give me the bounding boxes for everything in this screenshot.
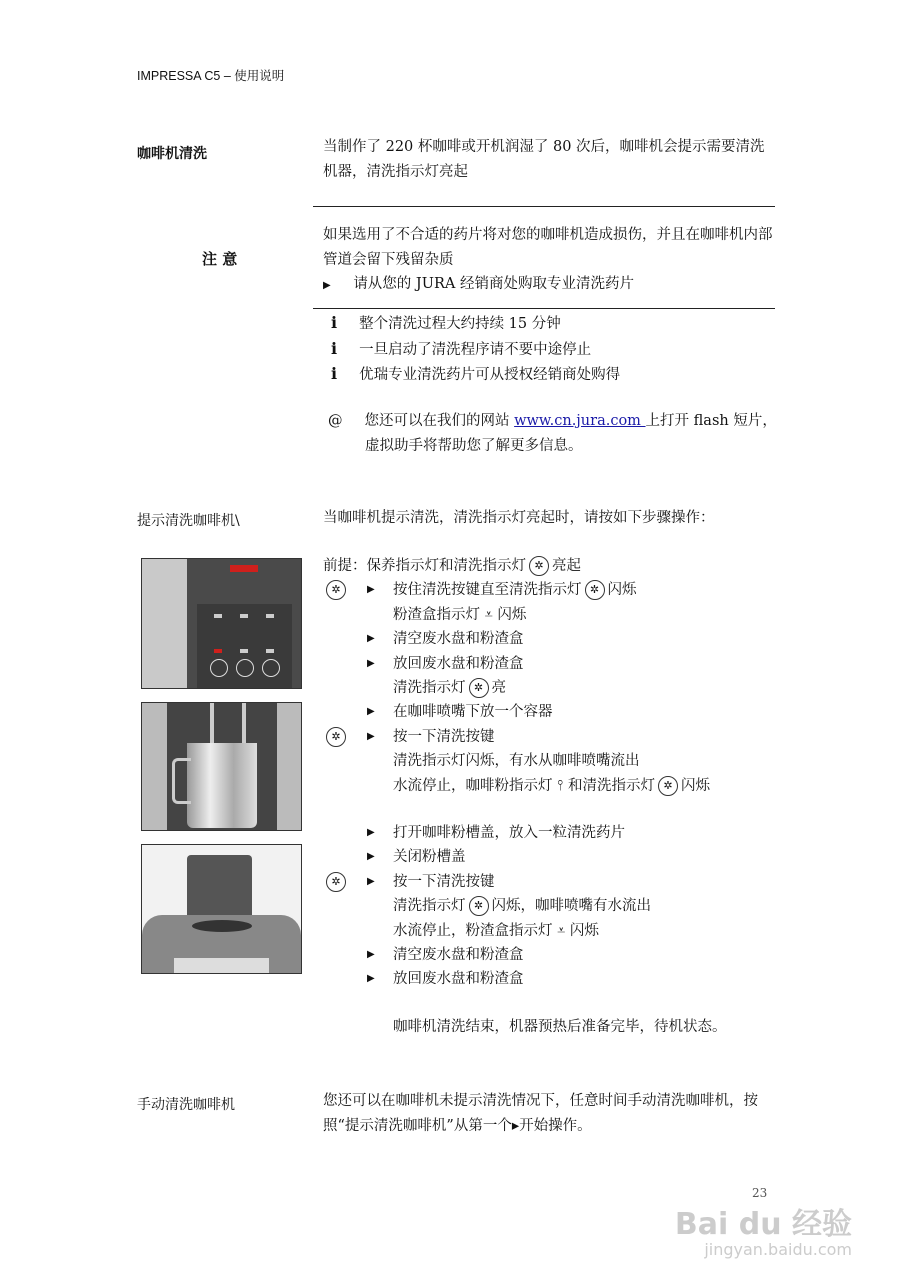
info-icon: i [331,338,338,358]
step-text [393,821,625,846]
web-note [323,409,778,458]
arrow-icon: ▶ [367,875,375,887]
page-header: IMPRESSA C5 – 使用说明 [137,69,285,83]
info-item: 一旦启动了清洗程序请不要中途停止 [359,341,592,358]
arrow-icon: ▶ [367,827,375,838]
step-text-part: 闪烁 [607,582,637,599]
step-text-part: 在咖啡喷嘴下放一个容器 [393,704,553,721]
clean-indicator-icon: ✲ [658,776,678,796]
web-text: 上打开 flash 短片， [645,413,777,429]
step-text-part: 清空废水盘和粉渣盒 [393,631,524,648]
step-text-part: 放回废水盘和粉渣盒 [393,655,524,672]
step-text-part: 清洗指示灯 [393,898,466,915]
clean-indicator-icon: ✲ [529,556,549,576]
step-text-part: 前提：保养指示灯和清洗指示灯 [323,558,526,574]
step-text-part: 粉渣盒指示灯 ⩡ 闪烁 [393,606,527,623]
step-text-part: 闪烁 [681,777,711,794]
info-item: 整个清洗过程大约持续 15 分钟 [359,316,561,332]
clean-button-icon: ✲ [326,580,346,600]
step-text [393,967,524,992]
step-text-part: 清洗指示灯 [393,680,466,696]
arrow-icon: ▶ [367,706,375,718]
clean-indicator-icon: ✲ [585,580,605,600]
notice-bullet-text: 请从您的 JURA 经销商处购取专业清洗药片 [353,276,634,292]
step-text-part: 放回废水盘和粉渣盒 [393,971,524,988]
section-text-cleaning: 当制作了 220 杯咖啡或开机润湿了 80 次后，咖啡机会提示需要清洗机器，清洗指示灯亮起 [323,139,765,180]
clean-indicator-icon: ✲ [469,896,489,916]
info-icon: i [331,364,338,383]
step-text [393,627,524,652]
web-text-line2: 虚拟助手将帮助您了解更多信息。 [365,437,583,454]
website-link[interactable]: www.cn.jura.com [514,413,646,429]
clean-button-icon: ✲ [326,727,346,747]
step-text [393,700,553,725]
notice-text: 如果选用了不合适的药片将对您的咖啡机造成损伤，并且在咖啡机内部管道会留下残留杂质 [323,227,773,268]
step-text [393,870,495,895]
at-icon: @ [328,413,343,429]
step-text-part: 咖啡机清洗结束，机器预热后准备完毕，待机状态。 [393,1018,727,1035]
info-list [323,311,778,388]
step-text [393,749,640,774]
step-text [393,774,710,799]
notice-label: 注 意 [202,250,238,268]
watermark-url: jingyan.baidu.com [704,1240,852,1259]
arrow-icon: ▶ [367,633,375,645]
step-text [393,652,524,677]
arrow-icon: ▶ [367,973,375,985]
step-text-part: 关闭粉槽盖 [393,849,466,866]
info-item: 优瑞专业清洗药片可从授权经销商处购得 [359,367,621,383]
step-text-part: 按一下清洗按键 [393,873,495,890]
powder-chute-image [141,844,302,974]
step-text [393,725,495,750]
page-number: 23 [752,1186,768,1200]
arrow-icon: ▶ [367,730,375,742]
step-text-part: 按住清洗按键直至清洗指示灯 [393,582,582,599]
section-label-cleaning: 咖啡机清洗 [137,146,207,162]
arrow-icon: ▶ [367,949,375,960]
web-text: 您还可以在我们的网站 [364,413,515,429]
step-text-part: 按一下清洗按键 [393,728,495,745]
step-text [393,919,599,944]
clean-button-icon: ✲ [326,872,346,892]
step-text-part: 水流停止，咖啡粉指示灯 ⫯ 和清洗指示灯 [393,777,656,794]
section-intro-prompted: 当咖啡机提示清洗，清洗指示灯亮起时，请按如下步骤操作： [323,510,715,526]
step-text-part: 打开咖啡粉槽盖，放入一粒清洗药片 [393,825,625,841]
container-under-spout-image [141,702,302,831]
section-label-prompted: 提示清洗咖啡机\ [137,513,240,529]
control-panel-image [141,558,302,689]
section-label-manual: 手动清洗咖啡机 [137,1097,235,1113]
step-text [393,845,466,870]
step-text [323,554,581,579]
divider [313,206,775,207]
notice-bullet [323,272,778,299]
step-text [393,603,526,628]
step-text [393,1015,727,1040]
divider [313,308,775,309]
step-text-part: 闪烁，咖啡喷嘴有水流出 [491,898,651,915]
baidu-watermark [675,1208,852,1259]
arrow-icon: ▶ [367,584,375,596]
step-text-part: 亮起 [552,558,581,574]
step-text-part: 清洗指示灯闪烁，有水从咖啡喷嘴流出 [393,753,640,770]
step-text [393,676,506,701]
step-text [393,943,524,968]
watermark-brand: Bai du 经验 [674,1207,852,1242]
step-text-part: 清空废水盘和粉渣盒 [393,947,524,963]
arrow-icon: ▶ [367,851,375,863]
arrow-icon: ▶ [367,657,375,669]
arrow-icon: ▶ [323,280,331,291]
step-text [393,894,651,919]
info-icon: i [331,313,338,332]
step-text [393,578,637,603]
step-text-part: 水流停止，粉渣盒指示灯 ⩡ 闪烁 [393,922,599,939]
step-text-part: 亮 [491,680,506,696]
section-text-manual: 您还可以在咖啡机未提示清洗情况下，任意时间手动清洗咖啡机，按照“提示清洗咖啡机”从第一个▸开始操作。 [323,1093,758,1134]
clean-indicator-icon: ✲ [469,678,489,698]
